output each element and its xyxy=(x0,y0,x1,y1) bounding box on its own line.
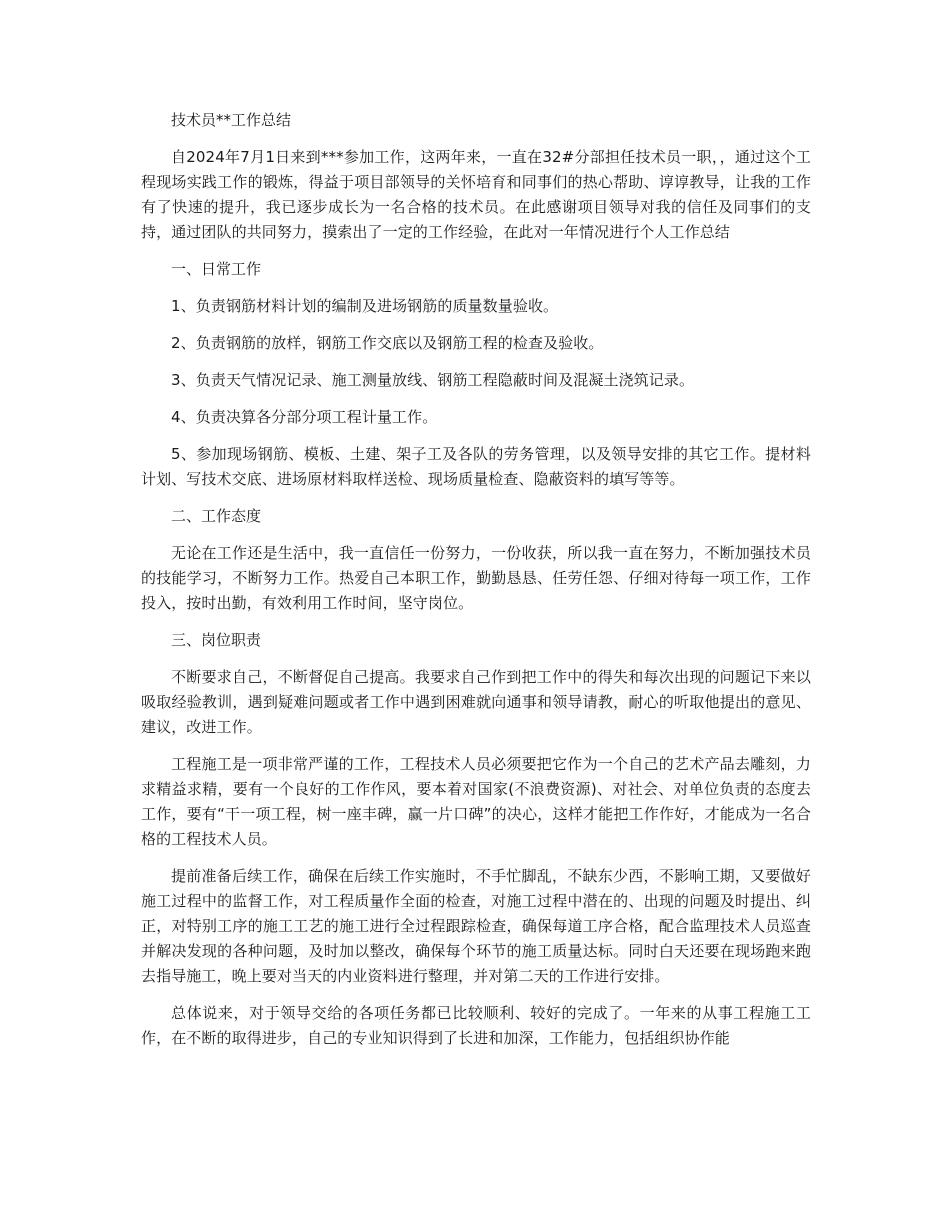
duties-paragraph: 工程施工是一项非常严谨的工作，工程技术人员必须要把它作为一个自己的艺术产品去雕刻，力求精益求精，要有一个良好的工作作风，要本着对国家(不浪费资源)、对社会、对单位负责的态度去工作，要有“干一项工程，树一座丰碑，赢一片口碑”的决心，这样才能把工作作好，才能成为一名合格的工程技术人员。 xyxy=(141,755,811,848)
intro-paragraph: 自2024年7月1日来到***参加工作，这两年来，一直在32#分部担任技术员一职，，通过这个工程现场实践工作的锻炼，得益于项目部领导的关怀培育和同事们的热心帮助、谆谆教导，让我的工作有了快速的提升，我已逐步成长为一名合格的技术员。在此感谢项目领导对我的信任及同事们的支持，通过团队的共同努力，摸索出了一定的工作经验，在此对一年情况进行个人工作总结 xyxy=(141,148,811,241)
section-heading-work-attitude: 二、工作态度 xyxy=(171,507,262,525)
attitude-paragraph: 无论在工作还是生活中，我一直信任一份努力，一份收获，所以我一直在努力，不断加强技术员的技能学习，不断努力工作。热爱自己本职工作，勤勤恳恳、任劳任怨、仔细对待每一项工作，工作投入，按时出勤，有效利用工作时间，坚守岗位。 xyxy=(141,544,811,612)
list-item: 4、负责决算各分部分项工程计量工作。 xyxy=(171,408,438,426)
document-title: 技术员**工作总结 xyxy=(171,111,292,129)
duties-paragraph: 提前准备后续工作，确保在后续工作实施时，不手忙脚乱，不缺东少西，不影响工期，又要做好施工过程中的监督工作，对工程质量作全面的检查，对施工过程中潜在的、出现的问题及时提出、纠正，对特别工序的施工工艺的施工进行全过程跟踪检查，确保每道工序合格，配合监理技术人员巡查并解决发现的各种问题，及时加以整改，确保每个环节的施工质量达标。同时白天还要在现场跑来跑去指导施工，晚上要对当天的内业资料进行整理，并对第二天的工作进行安排。 xyxy=(141,867,811,985)
section-heading-job-duties: 三、岗位职责 xyxy=(171,631,262,649)
list-item: 5、参加现场钢筋、模板、土建、架子工及各队的劳务管理，以及领导安排的其它工作。提材料计划、写技术交底、进场原材料取样送检、现场质量检查、隐蔽资料的填写等等。 xyxy=(141,445,811,488)
list-item: 2、负责钢筋的放样，钢筋工作交底以及钢筋工程的检查及验收。 xyxy=(171,334,604,352)
section-heading-daily-work: 一、日常工作 xyxy=(171,260,262,278)
document-page xyxy=(141,108,811,1063)
list-item: 1、负责钢筋材料计划的编制及进场钢筋的质量数量验收。 xyxy=(171,297,559,315)
list-item: 3、负责天气情况记录、施工测量放线、钢筋工程隐蔽时间及混凝土浇筑记录。 xyxy=(171,371,695,389)
summary-paragraph: 总体说来，对于领导交给的各项任务都已比较顺利、较好的完成了。一年来的从事工程施工工作，在不断的取得进步，自己的专业知识得到了长进和加深，工作能力，包括组织协作能 xyxy=(141,1004,811,1047)
duties-paragraph: 不断要求自己，不断督促自己提高。我要求自己作到把工作中的得失和每次出现的问题记下来以吸取经验教训，遇到疑难问题或者工作中遇到困难就向通事和领导请教，耐心的听取他提出的意见、建议，改进工作。 xyxy=(141,668,811,736)
